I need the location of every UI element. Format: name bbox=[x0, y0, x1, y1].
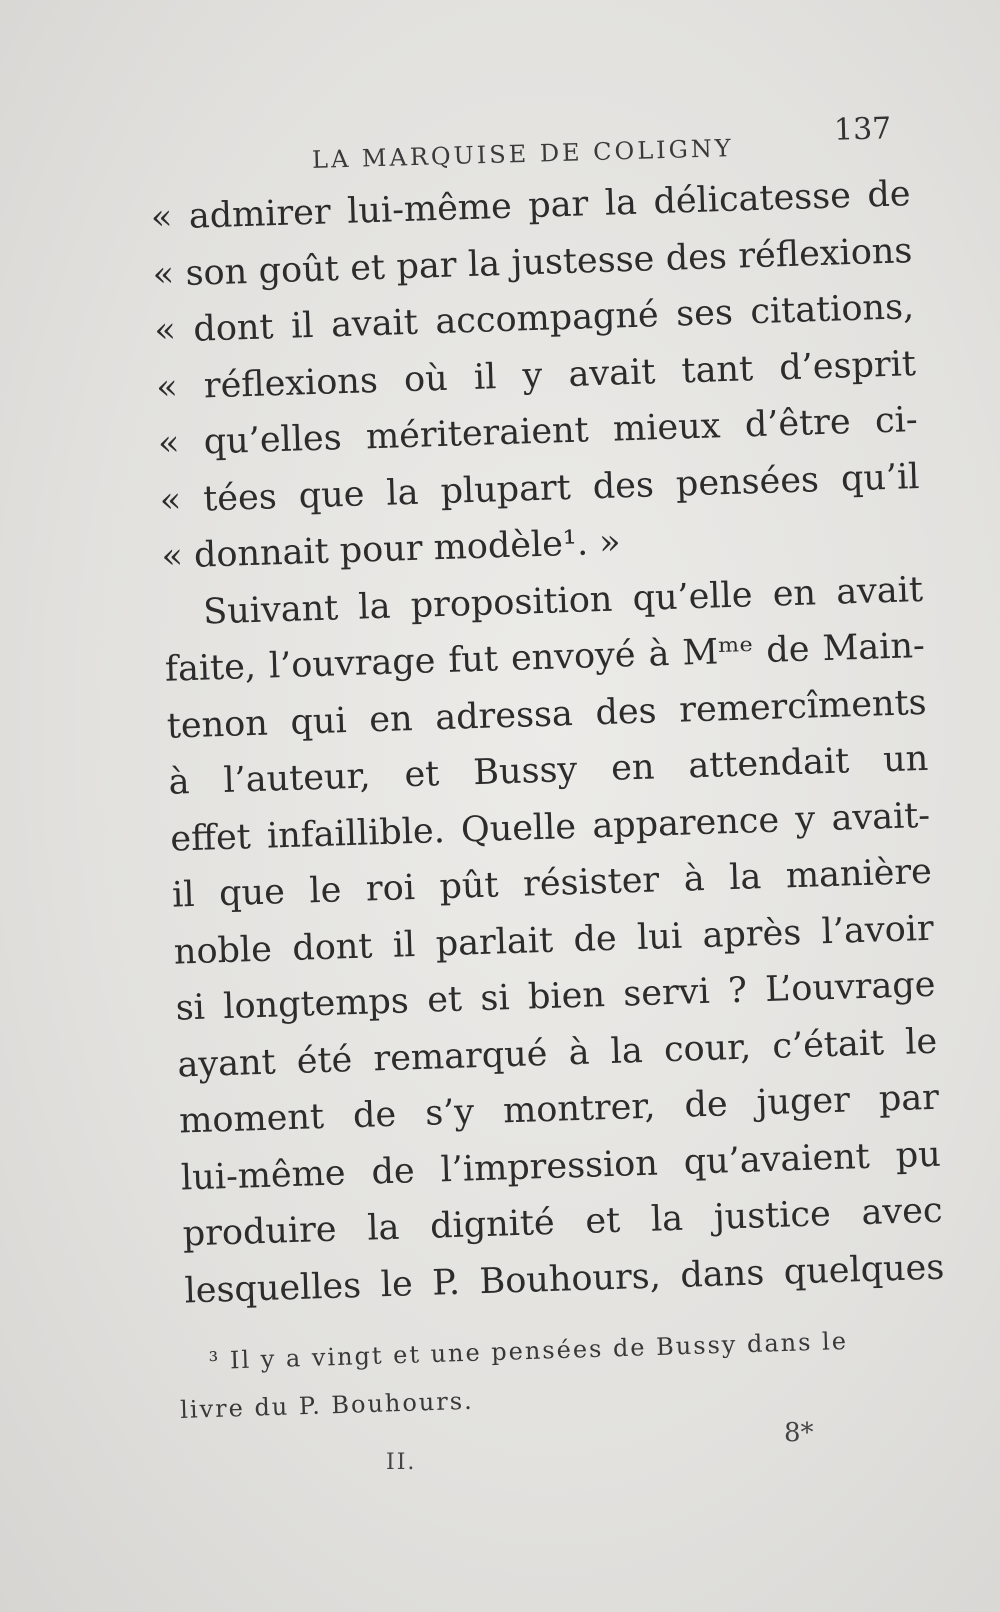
text-line: lesquelles le P. Bouhours, dans quelques bbox=[183, 1247, 945, 1311]
text-line: « son goût et par la justesse des réflexions bbox=[152, 230, 913, 295]
text-line: il que le roi pût résister à la manière bbox=[171, 851, 933, 916]
text-line: moment de s’y montrer, de juger par bbox=[178, 1077, 940, 1142]
text-line: « dont il avait accompagné ses citations, bbox=[153, 287, 915, 351]
text-line: « admirer lui-même par la délicatesse de bbox=[150, 174, 912, 238]
footnote-line: ³ Il y a vingt et une pensées de Bussy dans le bbox=[208, 1326, 849, 1376]
text-line: « qu’elles mériteraient mieux d’être ci- bbox=[157, 400, 919, 464]
text-line: lui-même de l’impression qu’avaient pu bbox=[180, 1134, 942, 1199]
running-title: LA MARQUISE DE COLIGNY bbox=[311, 134, 735, 174]
text-line: si longtemps et si bien servi ? L’ouvrage bbox=[175, 964, 936, 1029]
text-line: à l’auteur, et Bussy en attendait un bbox=[167, 738, 929, 803]
text-line: ayant été remarqué à la cour, c’était le bbox=[176, 1021, 938, 1086]
footnote bbox=[178, 1315, 921, 1434]
text-line: produire la dignité et la justice avec bbox=[182, 1190, 944, 1255]
footnote-line: livre du P. Bouhours. bbox=[179, 1386, 475, 1424]
page-number: 137 bbox=[833, 111, 892, 148]
body-text bbox=[150, 166, 945, 1319]
text-line: « réflexions où il y avait tant d’esprit bbox=[155, 343, 917, 408]
text-line: effet infaillible. Quelle apparence y avait- bbox=[169, 795, 931, 860]
signature-mark-left: II. bbox=[386, 1450, 417, 1475]
text-line: noble dont il parlait de lui après l’avoir bbox=[173, 908, 935, 973]
text-line: « tées que la plupart des pensées qu’il bbox=[159, 456, 921, 521]
signature-mark-right: 8* bbox=[784, 1418, 814, 1448]
text-line: tenon qui en adressa des remercîments bbox=[166, 682, 928, 747]
paragraph-start-line: Suivant la proposition qu’elle en avait bbox=[202, 569, 924, 633]
text-line: « donnait pour modèle¹. » bbox=[160, 522, 622, 577]
text-line: faite, l’ouvrage fut envoyé à Mᵐᵉ de Main- bbox=[164, 625, 926, 690]
